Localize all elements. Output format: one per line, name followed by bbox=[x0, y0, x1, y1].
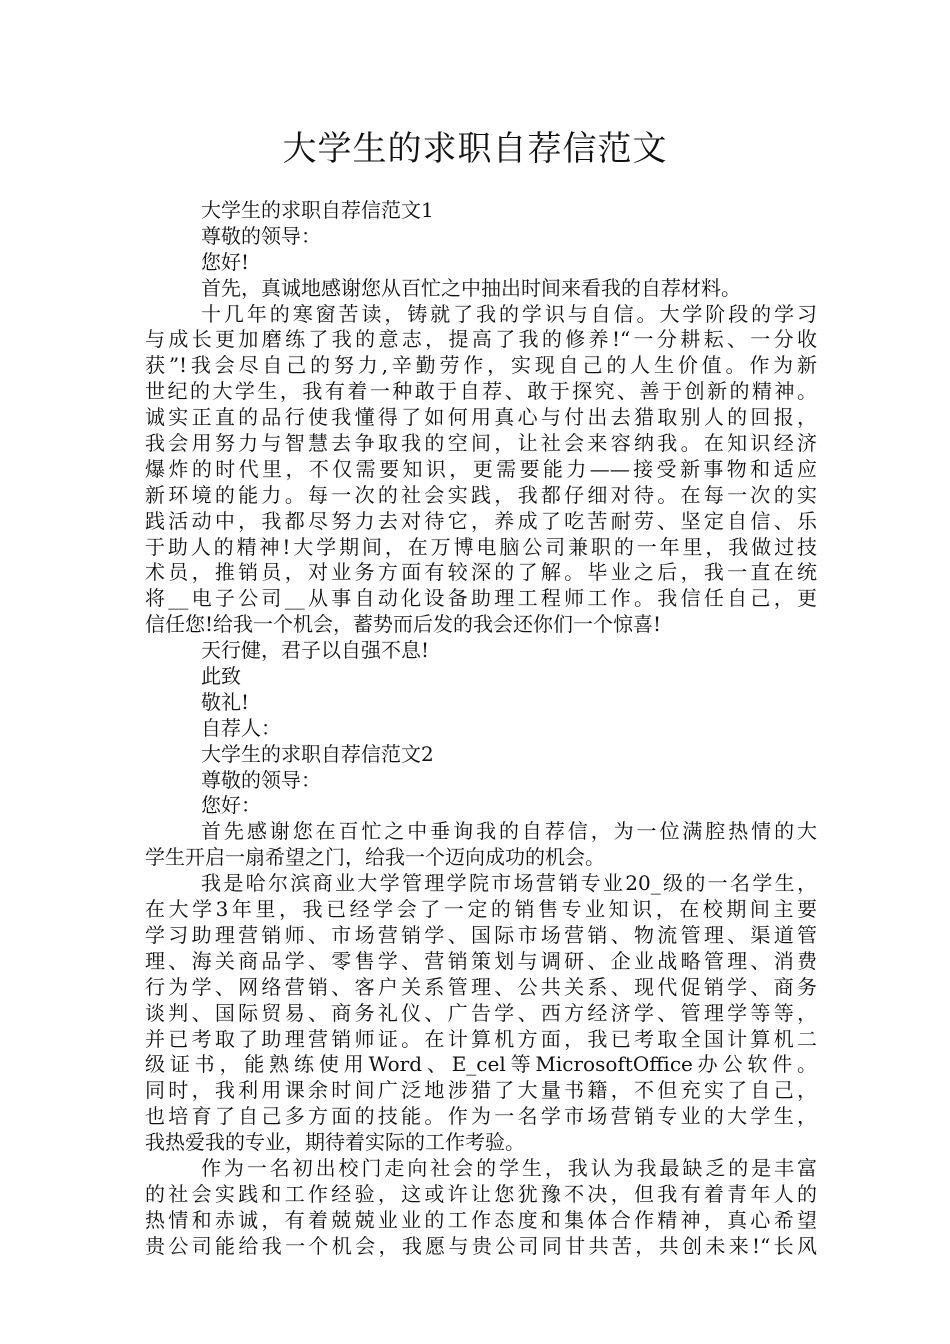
text-line: 大学生的求职自荐信范文1 bbox=[201, 198, 434, 222]
text-line: 级证书，能熟练使用Word、E_cel等MicrosoftOffice办公软件。 bbox=[145, 1052, 817, 1077]
text-line: 学习助理营销师、市场营销学、国际市场营销、物流管理、渠道管 bbox=[145, 922, 817, 947]
text-line: 尊敬的领导： bbox=[201, 767, 321, 792]
text-line: 在大学3年里，我已经学会了一定的销售专业知识，在校期间主要 bbox=[145, 897, 817, 922]
text-line: 作为一名初出校门走向社会的学生，我认为我最缺乏的是丰富 bbox=[201, 1155, 817, 1180]
text-line: 与成长更加磨练了我的意志，提高了我的修养!“一分耕耘、一分收 bbox=[145, 327, 817, 352]
text-line: 也培育了自己多方面的技能。作为一名学市场营销专业的大学生， bbox=[145, 1104, 817, 1129]
text-line: 于助人的精神!大学期间，在万博电脑公司兼职的一年里，我做过技 bbox=[145, 534, 817, 559]
text-line: 大学生的求职自荐信范文2 bbox=[201, 741, 434, 766]
document-title: 大学生的求职自荐信范文 bbox=[282, 129, 668, 169]
text-line: 我热爱我的专业，期待着实际的工作考验。 bbox=[145, 1130, 525, 1155]
text-line: 首先感谢您在百忙之中垂询我的自荐信，为一位满腔热情的大 bbox=[201, 819, 817, 844]
text-line: 践活动中，我都尽努力去对待它，养成了吃苦耐劳、坚定自信、乐 bbox=[145, 508, 817, 533]
text-line: 您好! bbox=[201, 249, 250, 274]
text-line: 我是哈尔滨商业大学管理学院市场营销专业20_级的一名学生， bbox=[201, 871, 817, 896]
text-line: 并已考取了助理营销师证。在计算机方面，我已考取全国计算机二 bbox=[145, 1026, 817, 1051]
text-line: 获”!我会尽自己的努力,辛勤劳作，实现自己的人生价值。作为新 bbox=[145, 353, 817, 378]
text-line: 您好： bbox=[201, 793, 261, 818]
text-line: 我会用努力与智慧去争取我的空间，让社会来容纳我。在知识经济 bbox=[145, 431, 817, 456]
text-line: 谈判、国际贸易、商务礼仪、广告学、西方经济学、管理学等等， bbox=[145, 1000, 817, 1025]
text-line: 敬礼! bbox=[201, 689, 250, 714]
text-line: 的社会实践和工作经验，这或许让您犹豫不决，但我有着青年人的 bbox=[145, 1181, 817, 1206]
text-line: 热情和赤诚，有着兢兢业业的工作态度和集体合作精神，真心希望 bbox=[145, 1207, 817, 1232]
text-line: 自荐人： bbox=[201, 715, 281, 740]
text-line: 爆炸的时代里，不仅需要知识，更需要能力——接受新事物和适应 bbox=[145, 456, 817, 481]
text-line: 尊敬的领导： bbox=[201, 223, 321, 248]
text-line: 此致 bbox=[201, 664, 241, 689]
text-line: 学生开启一扇希望之门，给我一个迈向成功的机会。 bbox=[145, 845, 605, 870]
text-line: 十几年的寒窗苦读，铸就了我的学识与自信。大学阶段的学习 bbox=[201, 301, 817, 326]
text-line: 将__电子公司__从事自动化设备助理工程师工作。我信任自己，更 bbox=[145, 586, 817, 611]
text-line: 世纪的大学生，我有着一种敢于自荐、敢于探究、善于创新的精神。 bbox=[145, 379, 817, 404]
text-line: 行为学、网络营销、客户关系管理、公共关系、现代促销学、商务 bbox=[145, 974, 817, 999]
text-line: 天行健，君子以自强不息! bbox=[201, 638, 430, 663]
text-line: 信任您!给我一个机会，蓄势而后发的我会还你们一个惊喜! bbox=[145, 612, 662, 637]
text-line: 术员，推销员，对业务方面有较深的了解。毕业之后，我一直在统 bbox=[145, 560, 817, 585]
text-line: 理、海关商品学、零售学、营销策划与调研、企业战略管理、消费 bbox=[145, 948, 817, 973]
text-line: 诚实正直的品行使我懂得了如何用真心与付出去猎取别人的回报， bbox=[145, 405, 817, 430]
document-body bbox=[145, 198, 817, 1260]
text-line: 同时，我利用课余时间广泛地涉猎了大量书籍，不但充实了自己， bbox=[145, 1078, 817, 1103]
text-line: 首先，真诚地感谢您从百忙之中抽出时间来看我的自荐材料。 bbox=[201, 275, 741, 300]
text-line: 贵公司能给我一个机会，我愿与贵公司同甘共苦，共创未来!“长风 bbox=[145, 1233, 817, 1258]
text-line: 新环境的能力。每一次的社会实践，我都仔细对待。在每一次的实 bbox=[145, 482, 817, 507]
